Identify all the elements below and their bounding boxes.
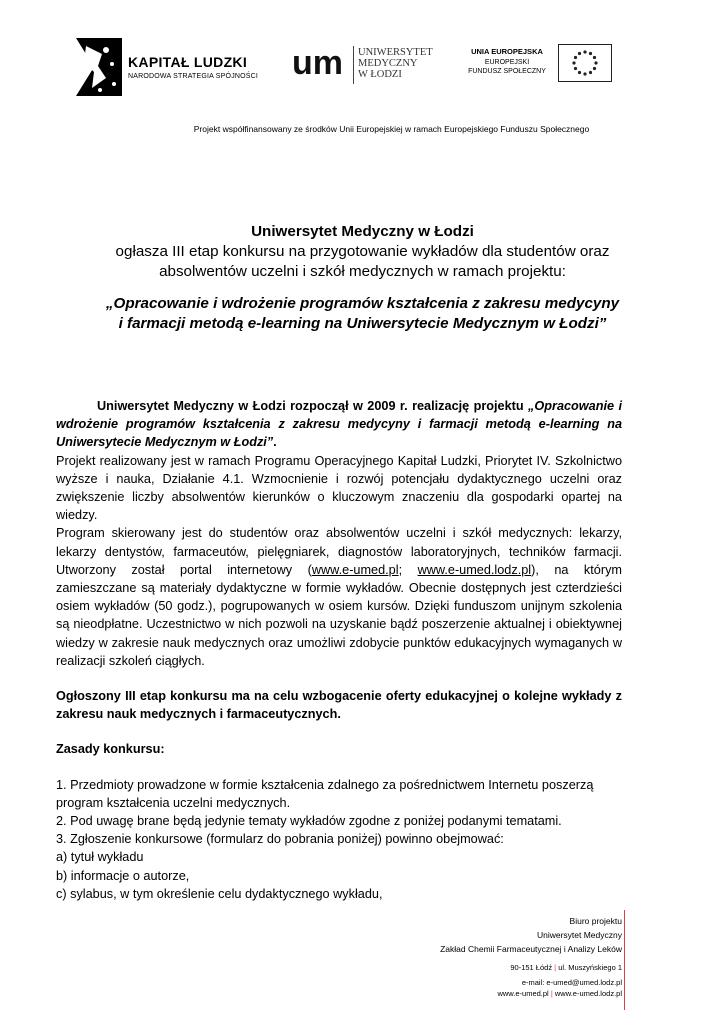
kapital-ludzki-emblem-icon xyxy=(72,36,126,98)
rule-item: 2. Pod uwagę brane będą jedynie tematy wykładów zgodne z poniżej podanymi tematami. xyxy=(56,814,562,829)
office-university: Uniwersytet Medyczny xyxy=(536,930,622,940)
project-name-italic: „Opracowanie i wdrożenie programów kształcenia z zakresu medycyny i farmacji metodą e-learning na Uniwersytecie Medycznym w Łodzi” xyxy=(56,399,622,450)
office-email: e-mail: e-umed@umed.lodz.pl xyxy=(521,978,622,987)
intro-end: . xyxy=(273,435,277,450)
kapital-ludzki-subtitle: NARODOWA STRATEGIA SPÓJNOŚCI xyxy=(128,73,259,80)
intro-bold: Uniwersytet Medyczny w Łodzi rozpoczął w 2009 r. realizację projektu xyxy=(97,399,529,413)
footer-accent-line xyxy=(624,910,625,1010)
um-mark-icon xyxy=(292,44,354,84)
cofinance-note: Projekt współfinansowany ze środków Unii Europejskiej w ramach Europejskiego Funduszu Społecznego xyxy=(193,124,590,134)
eu-logo-line: FUNDUSZ SPOŁECZNY xyxy=(468,68,546,75)
rule-subitem: a) tytuł wykładu xyxy=(56,850,144,865)
kapital-ludzki-title: KAPITAŁ LUDZKI xyxy=(128,54,248,70)
announcement-heading xyxy=(40,222,685,282)
eu-logo-line: UNIA EUROPEJSKA xyxy=(471,47,543,56)
rules-heading: Zasady konkursu: xyxy=(56,742,165,757)
project-office xyxy=(440,914,622,999)
office-city: 90-151 Łódź xyxy=(510,963,553,972)
project-title-line: „Opracowanie i wdrożenie programów kształcenia z zakresu medycyny xyxy=(105,295,620,312)
university-logo-text xyxy=(358,47,433,80)
audience-text-end: ), na którym zamieszczane są materiały dydaktyczne w formie wykładów. Obecnie dostępnych jest czterdzieści osiem wykładów (50 godz.), pogrupowanych w osiem kursów. Dzięki funduszom unijnym szkolenia są nieodpłatne. Uczestnictwo w nich pozwoli na uzyskanie bądź poszerzenie aktualnej i obiektywnej wiedzy w zakresie nauk medycznych oraz umożliwi zdobycie punktów edukacyjnych wymaganych w realizacji szkoleń ciągłych. xyxy=(56,562,622,668)
university-logo-line: MEDYCZNY xyxy=(358,58,418,69)
eu-flag-icon xyxy=(558,44,612,82)
audience-text: Program skierowany jest do studentów oraz absolwentów uczelni i szkół medycznych: lekarzy, lekarzy dentystów, farmaceutów, pielęgniarek, diagnostów laboratoryjnych, techników farmacji. Utworzony został portal internetowy ( xyxy=(56,526,622,577)
announcement-line: absolwentów uczelni i szkół medycznych w ramach projektu: xyxy=(159,263,566,280)
university-logo-line: UNIWERSYTET xyxy=(358,47,433,58)
link-separator: ; xyxy=(398,562,418,577)
separator: | xyxy=(550,989,553,998)
document-body xyxy=(56,397,622,903)
announcement-org: Uniwersytet Medyczny w Łodzi xyxy=(251,223,474,240)
university-logo xyxy=(292,44,442,90)
portal-link-2[interactable]: www.e-umed.lodz.pl xyxy=(417,562,532,577)
kapital-ludzki-logo xyxy=(72,36,262,98)
rule-subitem: c) sylabus, w tym określenie celu dydaktycznego wykładu, xyxy=(56,886,383,901)
project-title xyxy=(40,294,685,334)
university-logo-line: W ŁODZI xyxy=(358,69,402,80)
eu-logo xyxy=(462,42,614,88)
project-title-line: i farmacji metodą e-learning na Uniwersytecie Medycznym w Łodzi” xyxy=(118,315,607,332)
eu-logo-line: EUROPEJSKI xyxy=(484,58,530,66)
goal-paragraph: Ogłoszony III etap konkursu ma na celu wzbogacenie oferty edukacyjnej o kolejne wykłady z zakresu nauk medycznych i farmaceutycznych. xyxy=(56,689,622,722)
office-department: Zakład Chemii Farmaceutycznej i Analizy Leków xyxy=(440,944,622,954)
logo-divider xyxy=(353,46,354,84)
eu-logo-text xyxy=(466,47,548,77)
portal-link[interactable]: www.e-umed.pl xyxy=(311,562,399,577)
separator: | xyxy=(554,963,557,972)
office-label: Biuro projektu xyxy=(569,916,622,926)
office-web-link[interactable]: www.e-umed.pl xyxy=(497,989,549,998)
rule-item: 1. Przedmioty prowadzone w formie kształcenia zdalnego za pośrednictwem Internetu poszerzą program kształcenia uczelni medycznych. xyxy=(56,777,594,810)
audience-paragraph xyxy=(56,524,622,670)
rule-subitem: b) informacje o autorze, xyxy=(56,868,190,883)
intro-paragraph xyxy=(56,397,622,452)
office-web-link-2[interactable]: www.e-umed.lodz.pl xyxy=(554,989,622,998)
announcement-line: ogłasza III etap konkursu na przygotowanie wykładów dla studentów oraz xyxy=(115,243,610,260)
program-paragraph: Projekt realizowany jest w ramach Programu Operacyjnego Kapitał Ludzki, Priorytet IV. Szkolnictwo wyższe i nauka, Działanie 4.1. Wzmocnienie i rozwój potencjału dydaktycznego uczelni oraz zwiększenie liczby absolwentów kierunków o kluczowym znaczeniu dla gospodarki opartej na wiedzy. xyxy=(56,453,622,523)
office-address xyxy=(440,962,622,999)
rule-item: 3. Zgłoszenie konkursowe (formularz do pobrania poniżej) powinno obejmować: xyxy=(56,832,504,847)
um-mark-text: um xyxy=(292,44,343,82)
office-street: ul. Muszyńskiego 1 xyxy=(558,963,622,972)
